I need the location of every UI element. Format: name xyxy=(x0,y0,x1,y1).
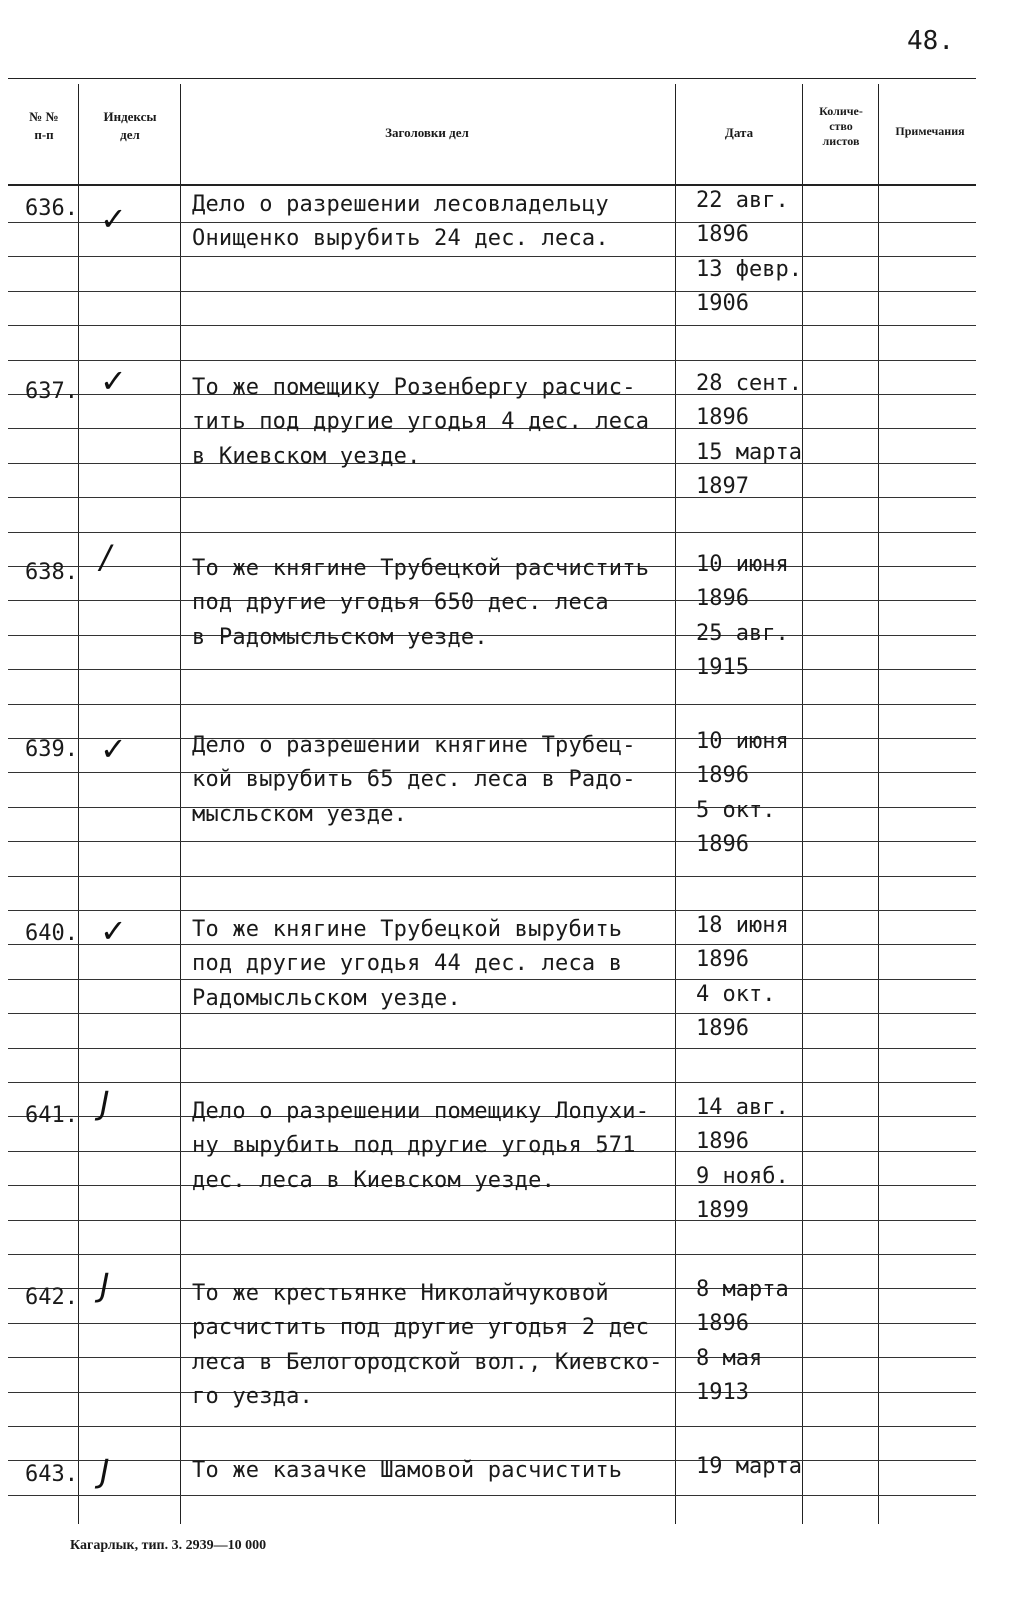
ruled-line xyxy=(8,360,976,361)
entry-title-line: под другие угодья 650 дес. леса xyxy=(192,590,609,616)
entry-date: 4 окт. xyxy=(696,981,776,1007)
entry-number: 636. xyxy=(25,196,78,221)
entry-date: 1897 xyxy=(696,474,749,500)
header-date: Дата xyxy=(724,125,754,140)
entry-title-line: То же княгине Трубецкой вырубить xyxy=(192,917,623,942)
entry-number: 641. xyxy=(25,1103,78,1128)
entry-date: 1896 xyxy=(696,1016,749,1042)
page-number: 48. xyxy=(907,26,954,56)
entry-title-line: под другие угодья 44 дес. леса в xyxy=(192,951,623,977)
entry-number: 639. xyxy=(25,737,78,762)
check-mark-icon: J xyxy=(100,1266,110,1304)
entry-title-line: мысльском уезде. xyxy=(192,801,408,827)
entry-title-line: в Радомысльском уезде. xyxy=(192,624,488,650)
col-divider-2 xyxy=(180,84,181,1524)
entry-title-line: в Киевском уезде. xyxy=(192,443,421,469)
ruled-line xyxy=(8,1013,976,1014)
check-mark-icon: ✓ xyxy=(100,912,127,950)
check-mark-icon: / xyxy=(100,538,111,576)
entry-date: 1896 xyxy=(696,1311,749,1337)
entry-date: 1896 xyxy=(696,1129,749,1155)
header-notes: Примечания xyxy=(895,124,965,138)
entry-title-line: Дело о разрешении помещику Лопухи- xyxy=(192,1099,650,1124)
col-divider-3 xyxy=(675,84,676,1524)
entry-title-line: То же казачке Шамовой расчистить xyxy=(192,1458,623,1483)
entry-title-line: тить под другие угодья 4 дес. леса xyxy=(192,409,650,435)
ruled-line xyxy=(8,669,976,670)
entry-date: 22 авг. xyxy=(696,188,789,213)
entry-date: 10 июня xyxy=(696,729,789,754)
entry-title-line: го уезда. xyxy=(192,1384,314,1410)
ruled-line xyxy=(8,291,976,292)
entry-date: 18 июня xyxy=(696,913,789,938)
ruled-line xyxy=(8,1048,976,1049)
ruled-line xyxy=(8,1426,976,1427)
check-mark-icon: J xyxy=(100,1452,110,1490)
entry-date: 1896 xyxy=(696,222,749,248)
entry-date: 8 мая xyxy=(696,1345,763,1371)
ruled-line xyxy=(8,979,976,980)
entry-number: 640. xyxy=(25,921,78,946)
entry-title-line: леса в Белогородской вол., Киевско- xyxy=(192,1349,663,1375)
entry-title-line: То же помещику Розенбергу расчис- xyxy=(192,375,636,400)
entry-title-line: Онищенко вырубить 24 дес. леса. xyxy=(192,226,609,252)
ruled-line xyxy=(8,944,976,945)
entry-number: 638. xyxy=(25,560,78,585)
ruled-line xyxy=(8,463,976,464)
footer-imprint: Кагарлык, тип. 3. 2939—10 000 xyxy=(70,1538,267,1553)
entry-date: 8 марта xyxy=(696,1277,789,1302)
ruled-line xyxy=(8,256,976,257)
check-mark-icon: ✓ xyxy=(100,200,127,238)
entry-title-line: Радомысльском уезде. xyxy=(192,985,461,1011)
entry-date: 5 окт. xyxy=(696,797,776,823)
entry-title-line: Дело о разрешении лесовладельцу xyxy=(192,192,609,217)
entry-date: 14 авг. xyxy=(696,1095,789,1120)
entry-title-line: дес. леса в Киевском уезде. xyxy=(192,1167,556,1193)
entry-date: 1896 xyxy=(696,763,749,789)
col-divider-1 xyxy=(78,84,79,1524)
check-mark-icon: ✓ xyxy=(100,730,127,768)
header-index: Индексы дел xyxy=(103,109,157,142)
header-sheets: Количе- ство листов xyxy=(819,104,863,148)
entry-date: 1915 xyxy=(696,655,749,681)
entry-date: 25 авг. xyxy=(696,620,789,646)
entry-number: 637. xyxy=(25,379,78,404)
ruled-line xyxy=(8,807,976,808)
entry-title-line: кой вырубить 65 дес. леса в Радо- xyxy=(192,767,636,793)
check-mark-icon: ✓ xyxy=(100,362,127,400)
ruled-line xyxy=(8,635,976,636)
entry-title-line: То же крестьянке Николайчуковой xyxy=(192,1281,609,1306)
ruled-line xyxy=(8,325,976,326)
ruled-line xyxy=(8,1220,976,1221)
ruled-line xyxy=(8,1495,976,1496)
header-title: Заголовки дел xyxy=(385,125,469,140)
entry-date: 13 февр. xyxy=(696,256,802,282)
col-divider-5 xyxy=(878,84,879,1524)
ruled-line xyxy=(8,1082,976,1083)
entry-date: 1913 xyxy=(696,1380,749,1406)
entry-title-line: расчистить под другие угодья 2 дес xyxy=(192,1315,650,1341)
entry-date: 1906 xyxy=(696,291,749,317)
header-bottom-rule xyxy=(8,184,976,186)
entry-date: 1899 xyxy=(696,1198,749,1224)
ruled-line xyxy=(8,704,976,705)
entry-date: 9 нояб. xyxy=(696,1163,789,1189)
entry-date: 1896 xyxy=(696,586,749,612)
entry-title-line: То же княгине Трубецкой расчистить xyxy=(192,556,650,581)
ruled-line xyxy=(8,222,976,223)
entry-date: 1896 xyxy=(696,947,749,973)
ruled-line xyxy=(8,910,976,911)
entry-date: 1896 xyxy=(696,832,749,858)
entry-date: 15 марта xyxy=(696,439,802,465)
entry-date: 28 сент. xyxy=(696,371,802,396)
entry-title-line: ну вырубить под другие угодья 571 xyxy=(192,1133,636,1159)
check-mark-icon: J xyxy=(100,1084,110,1122)
ruled-line xyxy=(8,1254,976,1255)
entry-number: 643. xyxy=(25,1462,78,1487)
ruled-line xyxy=(8,841,976,842)
entry-title-line: Дело о разрешении княгине Трубец- xyxy=(192,733,636,758)
ruled-line xyxy=(8,876,976,877)
ruled-line xyxy=(8,532,976,533)
entry-date: 10 июня xyxy=(696,552,789,577)
entry-number: 642. xyxy=(25,1285,78,1310)
header-top-rule xyxy=(8,78,976,79)
col-divider-4 xyxy=(802,84,803,1524)
header-num: № № п-п xyxy=(29,109,59,142)
ruled-line xyxy=(8,1392,976,1393)
entry-date: 1896 xyxy=(696,405,749,431)
ruled-line xyxy=(8,497,976,498)
entry-date: 19 марта xyxy=(696,1454,802,1479)
